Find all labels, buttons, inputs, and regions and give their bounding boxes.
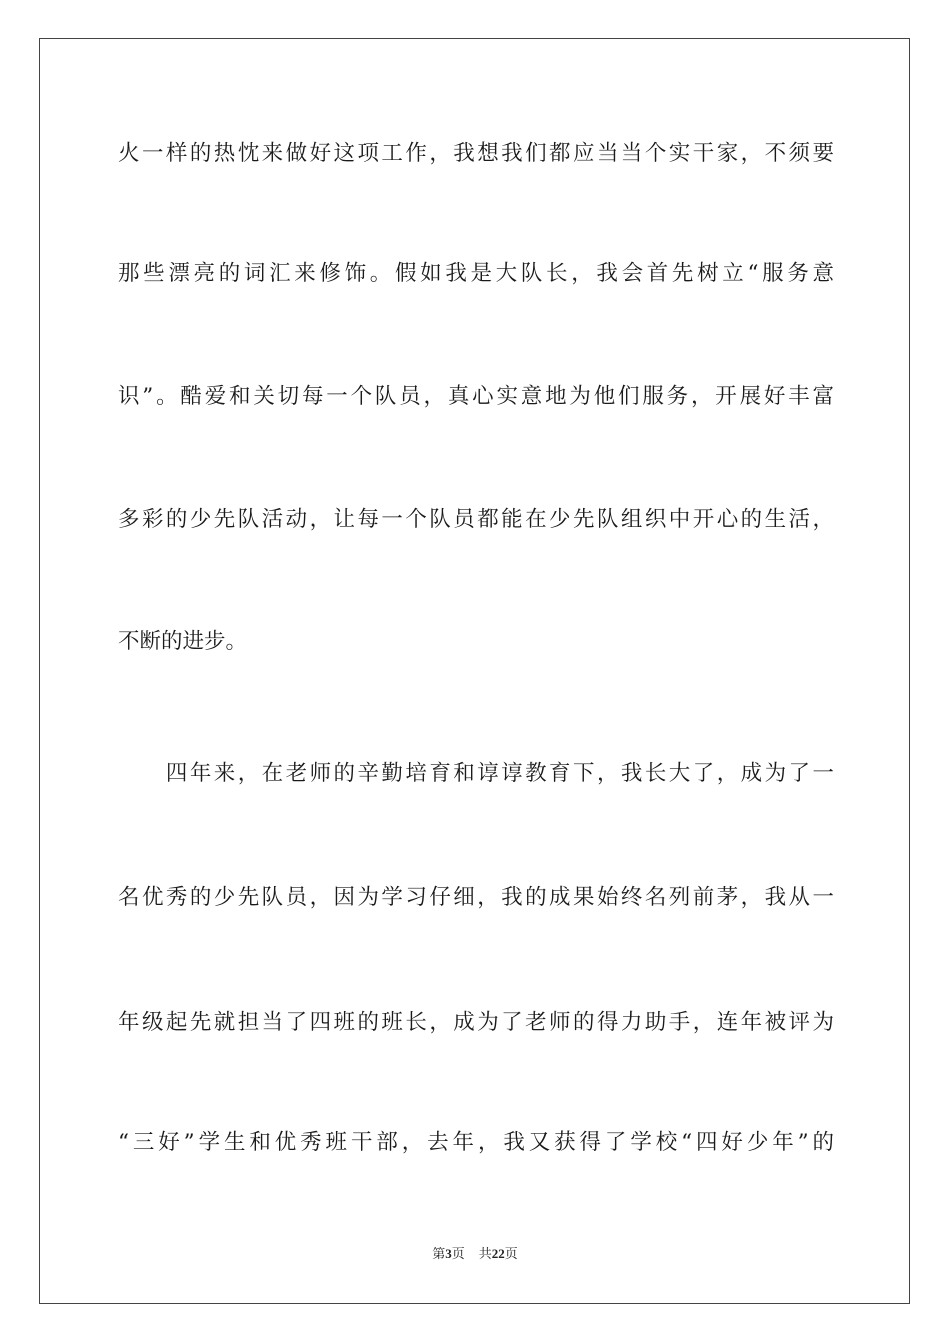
body-line-4: 多彩的少先队活动，让每一个队员都能在少先队组织中开心的生活， (118, 507, 834, 532)
body-line-7: 名优秀的少先队员，因为学习仔细，我的成果始终名列前茅，我从一 (118, 885, 834, 910)
body-line-2: 那些漂亮的词汇来修饰。假如我是大队长，我会首先树立“服务意 (118, 261, 834, 286)
body-line-1: 火一样的热忱来做好这项工作，我想我们都应当当个实干家，不须要 (118, 141, 834, 166)
body-line-8: 年级起先就担当了四班的班长，成为了老师的得力助手，连年被评为 (118, 1010, 834, 1035)
page-footer (0, 1245, 950, 1264)
footer-page-prefix: 第 (432, 1247, 446, 1262)
footer-page-number: 3 (445, 1246, 452, 1261)
page-frame (39, 38, 910, 1304)
footer-total-prefix: 共 (478, 1247, 492, 1262)
body-line-6: 四年来，在老师的辛勤培育和谆谆教育下，我长大了，成为了一 (118, 761, 834, 786)
body-line-9: “三好”学生和优秀班干部，去年，我又获得了学校“四好少年”的 (118, 1130, 834, 1155)
footer-total-number: 22 (491, 1246, 505, 1261)
body-line-5: 不断的进步。 (118, 629, 248, 654)
footer-total-suffix: 页 (504, 1247, 518, 1262)
body-line-3: 识”。酷爱和关切每一个队员，真心实意地为他们服务，开展好丰富 (118, 384, 834, 409)
footer-page-suffix: 页 (451, 1247, 465, 1262)
